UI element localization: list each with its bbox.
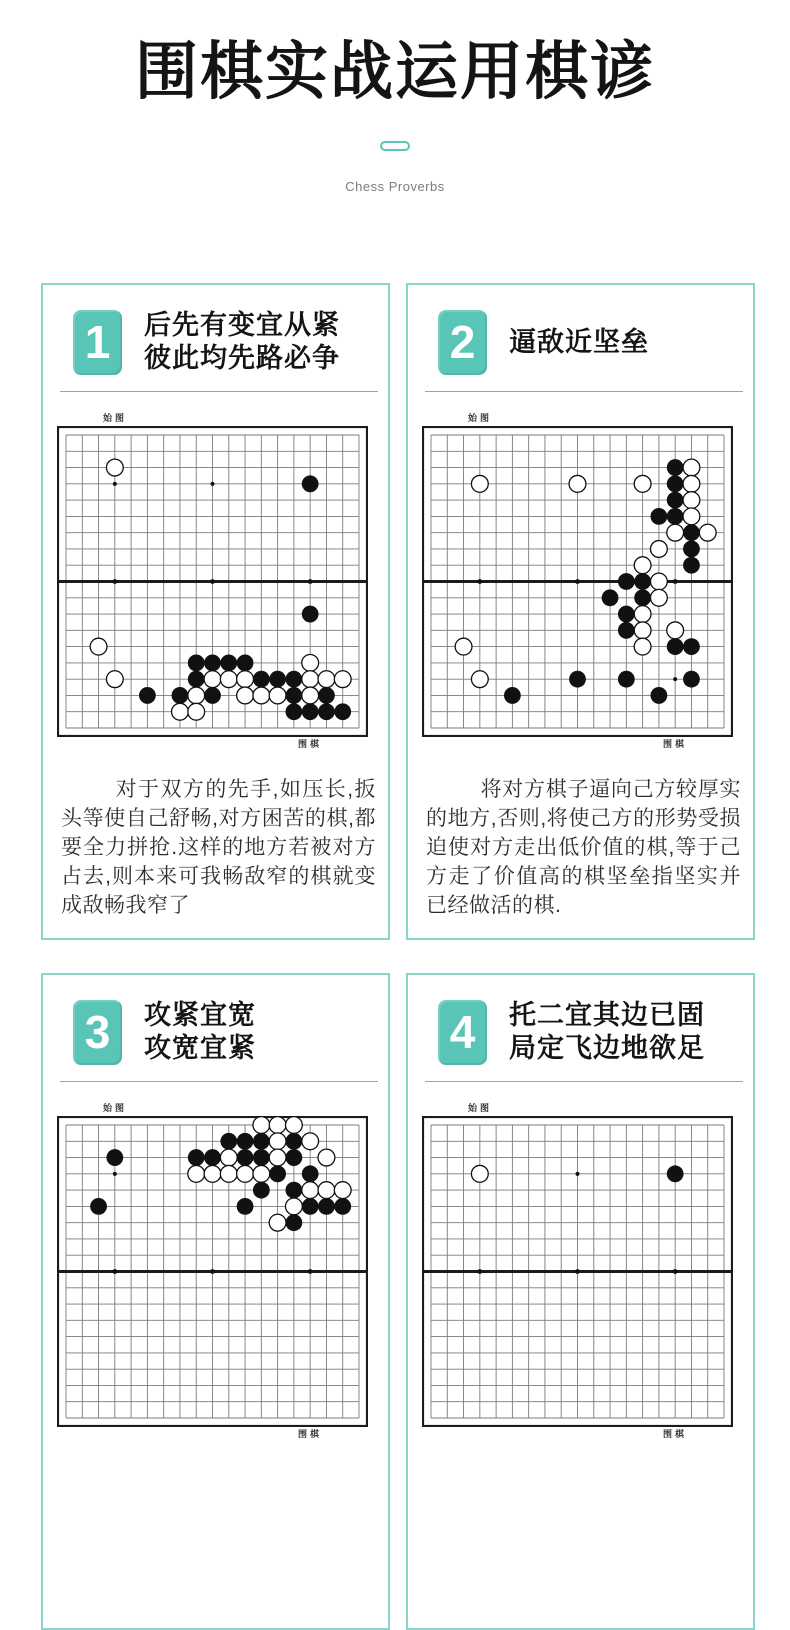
card-separator — [60, 1081, 378, 1082]
card-number-badge: 1 — [73, 310, 122, 375]
card-separator — [60, 391, 378, 392]
go-board-block — [43, 411, 388, 749]
card-header — [73, 309, 378, 375]
page-title: 围棋实战运用棋谚 — [135, 37, 655, 107]
card-title — [144, 999, 256, 1065]
card-number-badge: 2 — [438, 310, 487, 375]
card-number-badge: 3 — [73, 1000, 122, 1065]
page-header — [0, 0, 790, 194]
board-bottom-label: 围棋 — [297, 739, 322, 749]
go-board — [57, 426, 388, 737]
proverb-card-grid — [41, 283, 755, 1630]
card-title-line: 攻紧宜宽 — [144, 1000, 256, 1030]
go-board-block — [408, 1101, 753, 1439]
proverb-card-4 — [406, 973, 755, 1630]
board-bottom-label: 围棋 — [662, 739, 687, 749]
board-top-label: 始图 — [103, 413, 128, 423]
proverb-card-3 — [41, 973, 390, 1630]
card-header — [73, 999, 378, 1065]
card-title-line: 后先有变宜从紧 — [144, 310, 340, 340]
card-title-line: 彼此均先路必争 — [144, 343, 340, 373]
go-board — [422, 426, 753, 737]
card-title — [509, 999, 705, 1065]
card-title — [144, 309, 340, 375]
go-board — [57, 1116, 388, 1427]
proverb-card-1 — [41, 283, 390, 940]
board-bottom-label: 围棋 — [662, 1429, 687, 1439]
board-top-label: 始图 — [468, 1103, 493, 1113]
card-title-line: 托二宜其边已固 — [509, 1000, 705, 1030]
card-header — [438, 999, 743, 1065]
card-title-line: 攻宽宜紧 — [144, 1033, 256, 1063]
proverb-card-2 — [406, 283, 755, 940]
board-top-label: 始图 — [103, 1103, 128, 1113]
go-board — [422, 1116, 753, 1427]
page-subtitle: Chess Proverbs — [345, 179, 445, 195]
card-header — [438, 309, 743, 375]
go-board-block — [43, 1101, 388, 1439]
card-title-line: 局定飞边地欲足 — [509, 1033, 705, 1063]
card-separator — [425, 1081, 743, 1082]
card-title — [509, 326, 649, 359]
card-number-badge: 4 — [438, 1000, 487, 1065]
card-description: 将对方棋子逼向己方较厚实的地方,否则,将使己方的形势受损迫使对方走出低价值的棋,等于己方走了价值高的棋坚垒指坚实并已经做活的棋. — [426, 778, 741, 917]
go-board-block — [408, 411, 753, 749]
board-top-label: 始图 — [468, 413, 493, 423]
card-description: 对于双方的先手,如压长,扳头等使自己舒畅,对方困苦的棋,都要全力拼抢.这样的地方若被对方占去,则本来可我畅敌窄的棋就变成敌畅我窄了 — [61, 778, 376, 917]
card-title-line: 逼敌近坚垒 — [509, 326, 649, 357]
card-separator — [425, 391, 743, 392]
board-bottom-label: 围棋 — [297, 1429, 322, 1439]
title-dash-decoration — [380, 141, 410, 151]
